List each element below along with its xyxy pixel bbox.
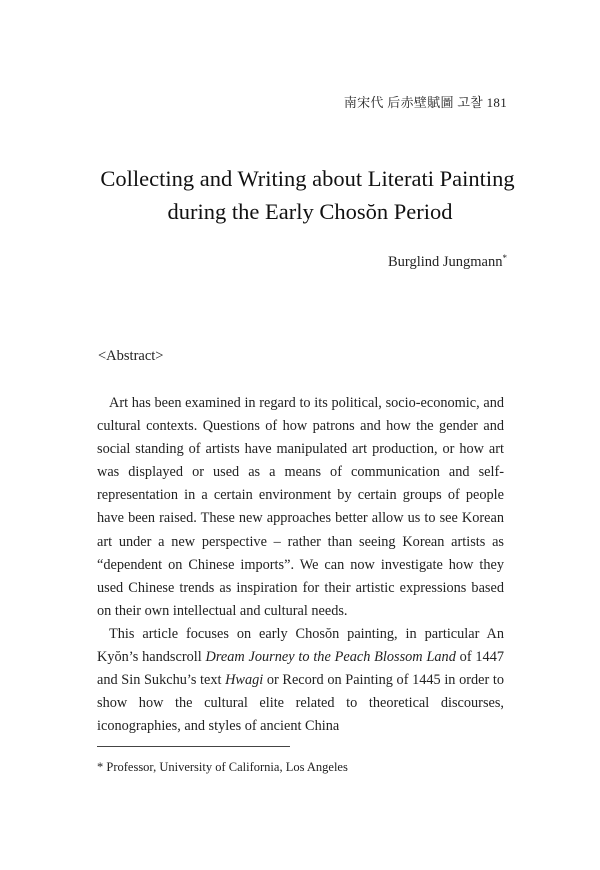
p2-text-2: of 1447 and Sin Sukchu’s text [97, 649, 504, 689]
p2-text-1: This article focuses on early Chosŏn painting, in particular An Kyŏn’s handscroll [97, 625, 504, 666]
abstract-paragraph-2 [97, 623, 504, 738]
author [388, 253, 507, 271]
p2-italic-title-1: Dream Journey to the Peach Blossom Land [205, 649, 456, 666]
author-name: Burglind Jungmann [387, 254, 503, 270]
abstract-body [97, 392, 504, 738]
footnote: * Professor, University of California, Los Angeles [97, 760, 348, 774]
author-footnote-marker: * [502, 253, 507, 263]
title-line-2: during the Early Chosŏn Period [167, 199, 453, 224]
abstract-paragraph-1: Art has been examined in regard to its political, socio-economic, and cultural contexts. Questions of how patrons and how the gender and social standing of artists have manipulated art production, or how art was displayed or used as a means of communication and self-representation in a certain environment by certain groups of people have been raised. These new approaches better allow us to see Korean art under a new perspective – rather than seeing Korean artists as “dependent on Chinese imports”. We can now investigate how they used Chinese trends as inspiration for their artistic expressions based on their own intellectual and cultural needs. [97, 395, 504, 619]
title-line-1: Collecting and Writing about Literati Painting [100, 166, 515, 191]
paper-title [0, 162, 600, 228]
running-header: 南宋代 后赤壁賦圖 고찰 181 [343, 95, 507, 110]
abstract-heading: <Abstract> [98, 348, 164, 364]
footnote-divider [97, 746, 290, 747]
p2-text-3: or Record on Painting of 1445 in order to show how the cultural elite related to theoretical discourses, iconographies, and styles of ancient China [97, 672, 504, 735]
p2-italic-title-2: Hwagi [225, 672, 264, 689]
